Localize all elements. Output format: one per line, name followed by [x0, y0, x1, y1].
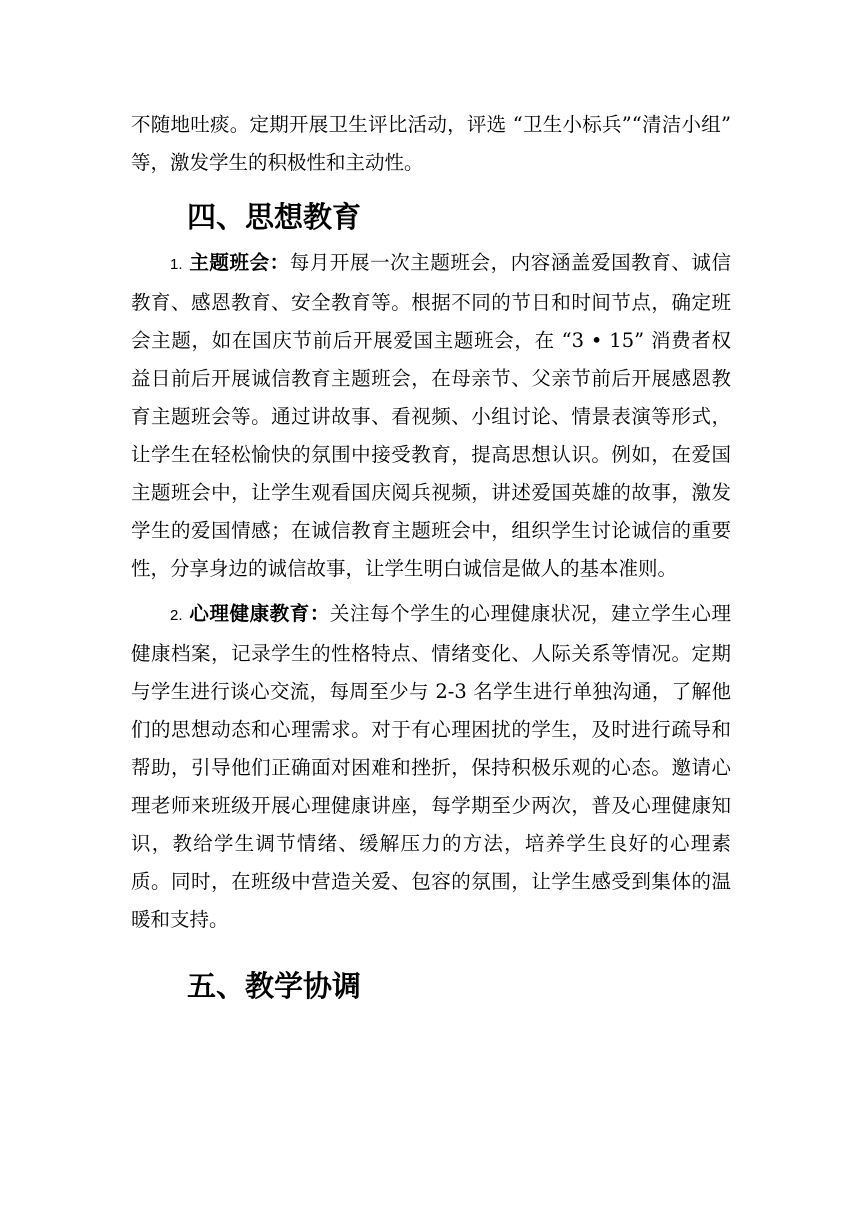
paragraph-text: 关注每个学生的心理健康状况，建立学生心理健康档案，记录学生的性格特点、情绪变化、人际关系等情况。定期与学生进行谈心交流，每周至少与 2-3 名学生进行单独沟通，了解他们的思想动态和心理需求。对于有心理困扰的学生，及时进行疏导和帮助，引导他们正确面对困难和挫折，保持积极乐观的心态。邀请心理老师来班级开展心理健康讲座，每学期至少两次，普及心理健康知识，教给学生调节情绪、缓解压力的方法，培养学生良好的心理素质。同时，在班级中营造关爱、包容的氛围，让学生感受到集体的温暖和支持。: [131, 602, 731, 931]
paragraph-hygiene-continuation: 不随地吐痰。定期开展卫生评比活动，评选 “卫生小标兵”“清洁小组” 等，激发学生的积极性和主动性。: [131, 113, 731, 174]
paragraph-title: 心理健康教育：: [189, 602, 330, 625]
heading-teaching-coordination: 五、教学协调: [187, 969, 362, 1003]
paragraph-title: 主题班会：: [189, 251, 290, 274]
heading-ideological-education: 四、思想教育: [187, 200, 362, 234]
list-number: 2.: [170, 607, 183, 624]
paragraph-text: 每月开展一次主题班会，内容涵盖爱国教育、诚信教育、感恩教育、安全教育等。根据不同的节日和时间节点，确定班会主题，如在国庆节前后开展爱国主题班会，在 “3 • 15” 消费者权益日前后开展诚信教育主题班会，在母亲节、父亲节前后开展感恩教育主题班会等。通过讲故事、看视频、小组讨论、情景表演等形式，让学生在轻松愉快的氛围中接受教育，提高思想认识。例如，在爱国主题班会中，让学生观看国庆阅兵视频，讲述爱国英雄的故事，激发学生的爱国情感；在诚信教育主题班会中，组织学生讨论诚信的重要性，分享身边的诚信故事，让学生明白诚信是做人的基本准则。: [131, 251, 731, 580]
document-body: [131, 106, 731, 1013]
paragraph-theme-class-meeting: [131, 244, 731, 588]
paragraph-mental-health-education: [131, 595, 731, 939]
list-number: 1.: [170, 256, 183, 273]
